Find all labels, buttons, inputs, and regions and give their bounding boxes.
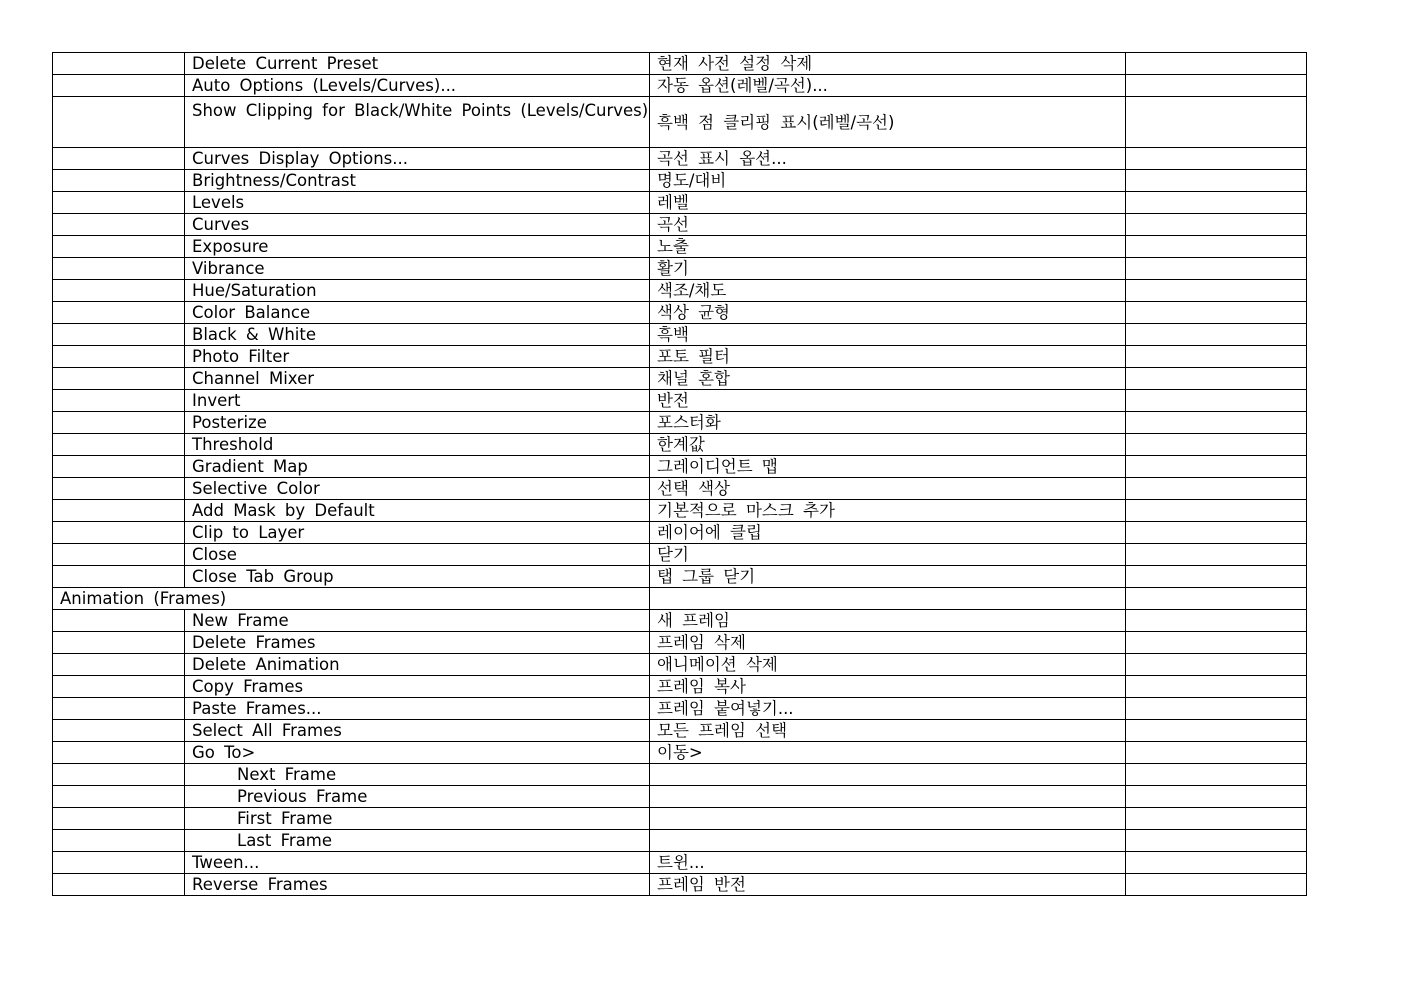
- category-cell: [53, 280, 185, 302]
- note-cell: [1126, 566, 1307, 588]
- korean-term-cell: 선택 색상: [650, 478, 1126, 500]
- note-cell: [1126, 302, 1307, 324]
- note-cell: [1126, 698, 1307, 720]
- category-cell: [53, 170, 185, 192]
- note-cell: [1126, 368, 1307, 390]
- korean-term-cell: 반전: [650, 390, 1126, 412]
- note-cell: [1126, 324, 1307, 346]
- table-row: [53, 170, 1307, 192]
- note-cell: [1126, 500, 1307, 522]
- korean-term-cell: 포토 필터: [650, 346, 1126, 368]
- note-cell: [1126, 852, 1307, 874]
- category-cell: [53, 742, 185, 764]
- category-cell: [53, 544, 185, 566]
- category-cell: [53, 522, 185, 544]
- korean-term-cell: 프레임 반전: [650, 874, 1126, 896]
- category-cell: [53, 258, 185, 280]
- table-row: [53, 566, 1307, 588]
- table-row: [53, 236, 1307, 258]
- korean-term-cell: 트윈...: [650, 852, 1126, 874]
- english-term-cell: [185, 764, 650, 786]
- note-cell: [1126, 192, 1307, 214]
- table-row: [53, 214, 1307, 236]
- english-term-cell: Copy Frames: [185, 676, 650, 698]
- note-cell: [1126, 808, 1307, 830]
- english-term-cell: Close Tab Group: [185, 566, 650, 588]
- category-cell: [53, 764, 185, 786]
- table-row: [53, 522, 1307, 544]
- table-row: [53, 258, 1307, 280]
- sub-item-label: Next Frame: [237, 765, 337, 784]
- korean-term-cell: 애니메이션 삭제: [650, 654, 1126, 676]
- english-term-cell: [185, 786, 650, 808]
- korean-term-cell: 현재 사전 설정 삭제: [650, 53, 1126, 75]
- table-row: [53, 53, 1307, 75]
- korean-term-cell: 흑백 점 클리핑 표시(레벨/곡선): [650, 97, 1126, 148]
- category-cell: [53, 852, 185, 874]
- korean-term-cell: [650, 830, 1126, 852]
- table-row: [53, 544, 1307, 566]
- english-term-cell: Channel Mixer: [185, 368, 650, 390]
- category-cell: [53, 53, 185, 75]
- note-cell: [1126, 742, 1307, 764]
- table-row: [53, 610, 1307, 632]
- note-cell: [1126, 75, 1307, 97]
- table-row: [53, 368, 1307, 390]
- english-term-cell: Gradient Map: [185, 456, 650, 478]
- english-term-cell: Color Balance: [185, 302, 650, 324]
- note-cell: [1126, 764, 1307, 786]
- english-term-cell: New Frame: [185, 610, 650, 632]
- table-row: [53, 720, 1307, 742]
- korean-term-cell: 자동 옵션(레벨/곡선)...: [650, 75, 1126, 97]
- table-row: [53, 434, 1307, 456]
- table-row: [53, 456, 1307, 478]
- category-cell: [53, 236, 185, 258]
- note-cell: [1126, 874, 1307, 896]
- english-term-cell: Auto Options (Levels/Curves)...: [185, 75, 650, 97]
- korean-term-cell: 새 프레임: [650, 610, 1126, 632]
- korean-term-cell: 프레임 붙여넣기...: [650, 698, 1126, 720]
- note-cell: [1126, 456, 1307, 478]
- table-row: [53, 676, 1307, 698]
- note-cell: [1126, 170, 1307, 192]
- category-cell: [53, 368, 185, 390]
- category-cell: [53, 148, 185, 170]
- note-cell: [1126, 412, 1307, 434]
- english-term-cell: Levels: [185, 192, 650, 214]
- category-cell: [53, 456, 185, 478]
- english-term-cell: Photo Filter: [185, 346, 650, 368]
- note-cell: [1126, 654, 1307, 676]
- english-term-cell: Hue/Saturation: [185, 280, 650, 302]
- korean-term-cell: 닫기: [650, 544, 1126, 566]
- table-row: [53, 852, 1307, 874]
- korean-term-cell: 이동>: [650, 742, 1126, 764]
- section-header-animation: Animation (Frames): [53, 588, 650, 610]
- note-cell: [1126, 390, 1307, 412]
- table-row: [53, 588, 1307, 610]
- table-row: [53, 742, 1307, 764]
- korean-term-cell: 레이어에 클립: [650, 522, 1126, 544]
- korean-term-cell: 노출: [650, 236, 1126, 258]
- note-cell: [1126, 280, 1307, 302]
- english-term-cell: Vibrance: [185, 258, 650, 280]
- category-cell: [53, 830, 185, 852]
- english-term-cell: Exposure: [185, 236, 650, 258]
- table-row: [53, 148, 1307, 170]
- korean-term-cell: [650, 808, 1126, 830]
- category-cell: [53, 654, 185, 676]
- english-term-cell: Delete Animation: [185, 654, 650, 676]
- note-cell: [1126, 632, 1307, 654]
- category-cell: [53, 610, 185, 632]
- english-term-cell: [185, 808, 650, 830]
- table-row: [53, 97, 1307, 148]
- english-term-cell: Threshold: [185, 434, 650, 456]
- table-row: [53, 75, 1307, 97]
- note-cell: [1126, 522, 1307, 544]
- korean-term-cell: 포스터화: [650, 412, 1126, 434]
- english-term-cell: Delete Current Preset: [185, 53, 650, 75]
- korean-term-cell: 명도/대비: [650, 170, 1126, 192]
- english-term-cell: Select All Frames: [185, 720, 650, 742]
- korean-term-cell: 레벨: [650, 192, 1126, 214]
- table-row: [53, 324, 1307, 346]
- category-cell: [53, 698, 185, 720]
- table-row: [53, 698, 1307, 720]
- table-row: [53, 830, 1307, 852]
- korean-term-cell: 활기: [650, 258, 1126, 280]
- korean-term-cell: 한계값: [650, 434, 1126, 456]
- korean-term-cell: 흑백: [650, 324, 1126, 346]
- english-term-cell: Paste Frames...: [185, 698, 650, 720]
- english-term-cell: Add Mask by Default: [185, 500, 650, 522]
- korean-term-cell: 그레이디언트 맵: [650, 456, 1126, 478]
- category-cell: [53, 390, 185, 412]
- note-cell: [1126, 830, 1307, 852]
- table-row: [53, 280, 1307, 302]
- note-cell: [1126, 720, 1307, 742]
- english-term-cell: Black & White: [185, 324, 650, 346]
- category-cell: [53, 874, 185, 896]
- english-term-cell: Close: [185, 544, 650, 566]
- category-cell: [53, 500, 185, 522]
- table-row: [53, 478, 1307, 500]
- table-row: [53, 874, 1307, 896]
- korean-term-cell: 곡선: [650, 214, 1126, 236]
- category-cell: [53, 808, 185, 830]
- table-row: [53, 654, 1307, 676]
- table-row: [53, 808, 1307, 830]
- sub-item-label: Previous Frame: [237, 787, 368, 806]
- category-cell: [53, 324, 185, 346]
- table-row: [53, 412, 1307, 434]
- english-term-cell: Selective Color: [185, 478, 650, 500]
- english-term-cell: Tween...: [185, 852, 650, 874]
- english-term-cell: Posterize: [185, 412, 650, 434]
- english-term-cell: Delete Frames: [185, 632, 650, 654]
- korean-term-cell: 탭 그룹 닫기: [650, 566, 1126, 588]
- sub-item-label: Last Frame: [237, 831, 333, 850]
- note-cell: [1126, 478, 1307, 500]
- korean-term-cell: [650, 786, 1126, 808]
- english-term-cell: Show Clipping for Black/White Points (Levels/Curves): [185, 97, 650, 148]
- category-cell: [53, 302, 185, 324]
- category-cell: [53, 346, 185, 368]
- korean-term-cell: 색상 균형: [650, 302, 1126, 324]
- category-cell: [53, 434, 185, 456]
- korean-term-cell: 프레임 삭제: [650, 632, 1126, 654]
- note-cell: [1126, 786, 1307, 808]
- english-term-cell: Curves: [185, 214, 650, 236]
- note-cell: [1126, 588, 1307, 610]
- korean-term-cell: 기본적으로 마스크 추가: [650, 500, 1126, 522]
- note-cell: [1126, 53, 1307, 75]
- korean-term-cell: 색조/채도: [650, 280, 1126, 302]
- category-cell: [53, 632, 185, 654]
- english-term-cell: Reverse Frames: [185, 874, 650, 896]
- note-cell: [1126, 610, 1307, 632]
- category-cell: [53, 214, 185, 236]
- english-term-cell: Brightness/Contrast: [185, 170, 650, 192]
- note-cell: [1126, 97, 1307, 148]
- note-cell: [1126, 676, 1307, 698]
- note-cell: [1126, 148, 1307, 170]
- english-term-cell: Curves Display Options...: [185, 148, 650, 170]
- category-cell: [53, 720, 185, 742]
- table-row: [53, 390, 1307, 412]
- note-cell: [1126, 346, 1307, 368]
- english-term-cell: [185, 830, 650, 852]
- table-row: [53, 764, 1307, 786]
- table-row: [53, 786, 1307, 808]
- category-cell: [53, 566, 185, 588]
- note-cell: [1126, 236, 1307, 258]
- note-cell: [1126, 258, 1307, 280]
- english-term-cell: Clip to Layer: [185, 522, 650, 544]
- table-row: [53, 302, 1307, 324]
- korean-term-cell: [650, 588, 1126, 610]
- category-cell: [53, 478, 185, 500]
- korean-term-cell: 모든 프레임 선택: [650, 720, 1126, 742]
- english-term-cell: Go To>: [185, 742, 650, 764]
- sub-item-label: First Frame: [237, 809, 333, 828]
- korean-term-cell: 곡선 표시 옵션...: [650, 148, 1126, 170]
- note-cell: [1126, 544, 1307, 566]
- category-cell: [53, 786, 185, 808]
- table-row: [53, 500, 1307, 522]
- category-cell: [53, 412, 185, 434]
- table-row: [53, 346, 1307, 368]
- category-cell: [53, 676, 185, 698]
- table-row: [53, 632, 1307, 654]
- korean-term-cell: 프레임 복사: [650, 676, 1126, 698]
- note-cell: [1126, 434, 1307, 456]
- translation-table-body: [53, 53, 1307, 896]
- category-cell: [53, 75, 185, 97]
- table-row: [53, 192, 1307, 214]
- note-cell: [1126, 214, 1307, 236]
- english-term-cell: Invert: [185, 390, 650, 412]
- korean-term-cell: 채널 혼합: [650, 368, 1126, 390]
- translation-table: [52, 52, 1307, 896]
- category-cell: [53, 192, 185, 214]
- korean-term-cell: [650, 764, 1126, 786]
- category-cell: [53, 97, 185, 148]
